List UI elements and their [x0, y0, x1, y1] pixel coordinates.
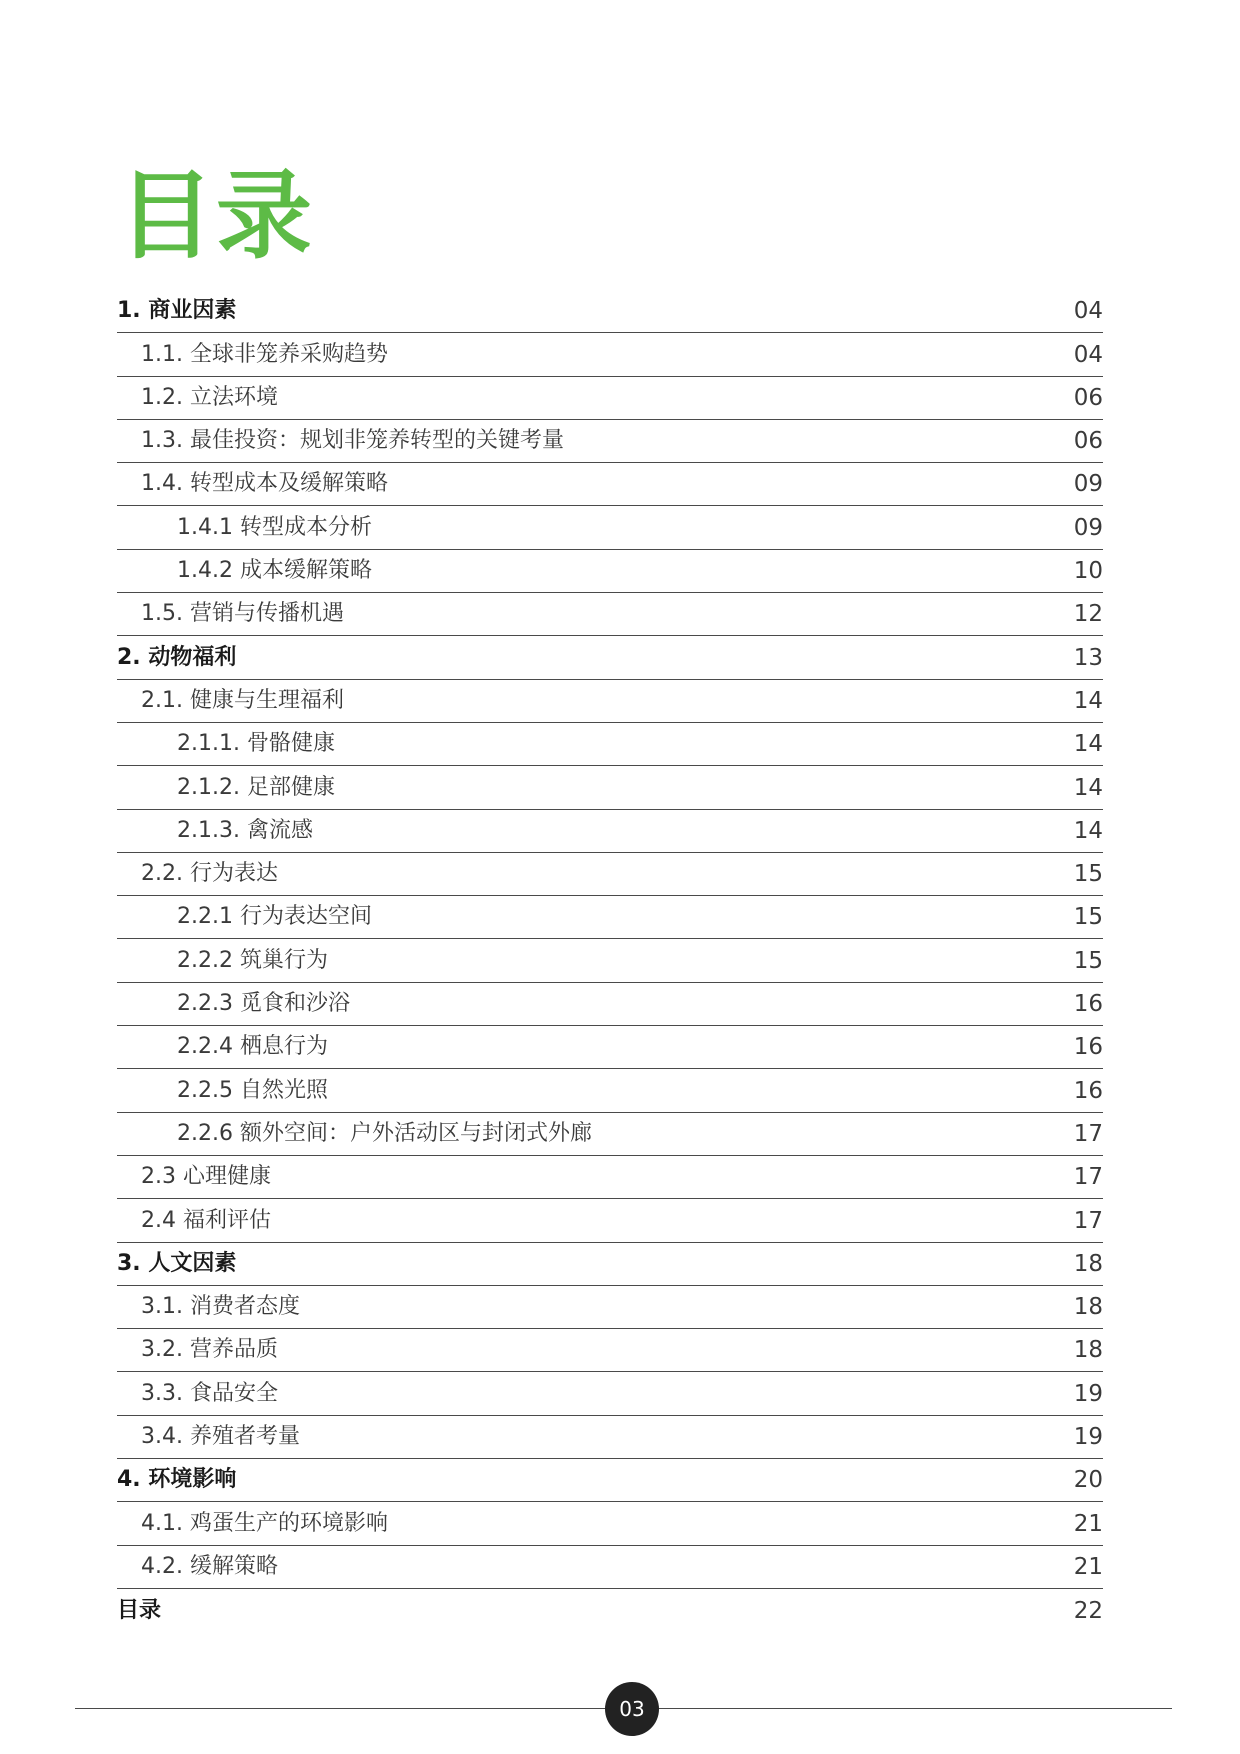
toc-entry-page: 14	[1073, 774, 1103, 801]
toc-entry-page: 06	[1073, 428, 1103, 455]
toc-entry[interactable]	[117, 1459, 1103, 1502]
toc-entry[interactable]	[117, 377, 1103, 420]
toc-entry[interactable]	[117, 550, 1103, 593]
toc-entry-label: 2.4 福利评估	[141, 1207, 271, 1233]
toc-entry-page: 14	[1073, 687, 1103, 714]
toc-entry-label: 1.2. 立法环境	[141, 384, 278, 410]
toc-entry-page: 17	[1073, 1207, 1103, 1234]
toc-entry-page: 21	[1073, 1553, 1103, 1580]
toc-entry-page: 21	[1073, 1510, 1103, 1537]
toc-entry-label: 2.2. 行为表达	[141, 861, 278, 887]
toc-entry[interactable]	[117, 1199, 1103, 1242]
toc-entry-page: 22	[1073, 1598, 1103, 1625]
toc-entry-label: 2.2.2 筑巢行为	[177, 947, 328, 973]
toc-entry-page: 06	[1073, 384, 1103, 411]
toc-entry-label: 2.2.4 栖息行为	[177, 1034, 328, 1060]
toc-entry[interactable]	[117, 939, 1103, 982]
toc-entry-label: 2.2.5 自然光照	[177, 1077, 328, 1103]
toc-entry-page: 16	[1073, 1077, 1103, 1104]
toc-entry-page: 15	[1073, 947, 1103, 974]
toc-entry-page: 09	[1073, 514, 1103, 541]
toc-entry-label: 2.2.6 额外空间：户外活动区与封闭式外廊	[177, 1120, 592, 1146]
toc-entry-label: 1.1. 全球非笼养采购趋势	[141, 341, 388, 367]
toc-entry-label: 2.1.2. 足部健康	[177, 774, 335, 800]
toc-entry-label: 目录	[117, 1598, 162, 1624]
toc-entry-label: 1.4.1 转型成本分析	[177, 514, 372, 540]
toc-entry[interactable]	[117, 1243, 1103, 1286]
toc-entry-page: 04	[1073, 341, 1103, 368]
toc-entry-label: 2. 动物福利	[117, 644, 237, 670]
toc-entry[interactable]	[117, 1589, 1103, 1632]
toc-entry[interactable]	[117, 1113, 1103, 1156]
toc-entry[interactable]	[117, 723, 1103, 766]
toc-entry[interactable]	[117, 506, 1103, 549]
toc-entry-label: 2.2.3 觅食和沙浴	[177, 991, 350, 1017]
toc-entry-page: 18	[1073, 1294, 1103, 1321]
toc-entry-page: 19	[1073, 1380, 1103, 1407]
toc-entry[interactable]	[117, 810, 1103, 853]
toc-entry[interactable]	[117, 680, 1103, 723]
toc-entry[interactable]	[117, 1546, 1103, 1589]
toc-entry-label: 2.1. 健康与生理福利	[141, 687, 344, 713]
toc-entry-page: 13	[1073, 644, 1103, 671]
toc-entry-label: 3. 人文因素	[117, 1250, 237, 1276]
toc-entry[interactable]	[117, 766, 1103, 809]
toc-entry[interactable]	[117, 853, 1103, 896]
page-number-badge: 03	[605, 1682, 659, 1736]
toc-entry-page: 16	[1073, 1034, 1103, 1061]
toc-entry[interactable]	[117, 593, 1103, 636]
toc-entry-page: 12	[1073, 601, 1103, 628]
toc-entry[interactable]	[117, 1502, 1103, 1545]
toc-entry-page: 15	[1073, 861, 1103, 888]
toc-entry-page: 20	[1073, 1467, 1103, 1494]
toc-entry[interactable]	[117, 1156, 1103, 1199]
toc-entry-label: 1.5. 营销与传播机遇	[141, 601, 344, 627]
toc-entry[interactable]	[117, 420, 1103, 463]
toc-entry-label: 1.4. 转型成本及缓解策略	[141, 471, 388, 497]
toc-entry-page: 14	[1073, 817, 1103, 844]
toc-entry-label: 1.4.2 成本缓解策略	[177, 558, 372, 584]
toc-entry[interactable]	[117, 463, 1103, 506]
toc-entry-label: 4.2. 缓解策略	[141, 1553, 278, 1579]
toc-entry-label: 2.1.1. 骨骼健康	[177, 731, 335, 757]
page-title: 目录	[118, 160, 314, 272]
toc-entry-label: 4. 环境影响	[117, 1467, 237, 1493]
toc-entry-page: 18	[1073, 1337, 1103, 1364]
toc-entry[interactable]	[117, 983, 1103, 1026]
toc-entry-page: 19	[1073, 1424, 1103, 1451]
toc-entry-label: 4.1. 鸡蛋生产的环境影响	[141, 1510, 388, 1536]
toc-entry[interactable]	[117, 1329, 1103, 1372]
toc-entry-label: 3.3. 食品安全	[141, 1380, 278, 1406]
toc-entry-page: 14	[1073, 731, 1103, 758]
toc-entry-page: 10	[1073, 558, 1103, 585]
toc-entry[interactable]	[117, 1372, 1103, 1415]
toc-entry[interactable]	[117, 1069, 1103, 1112]
toc-entry-label: 1. 商业因素	[117, 298, 237, 324]
toc-entry[interactable]	[117, 896, 1103, 939]
toc-entry[interactable]	[117, 1416, 1103, 1459]
toc-entry-page: 17	[1073, 1164, 1103, 1191]
toc-entry-page: 15	[1073, 904, 1103, 931]
toc-entry-page: 04	[1073, 298, 1103, 325]
toc-entry-label: 2.2.1 行为表达空间	[177, 904, 372, 930]
toc-entry-page: 16	[1073, 991, 1103, 1018]
toc-entry-label: 3.1. 消费者态度	[141, 1294, 300, 1320]
toc-entry-label: 3.4. 养殖者考量	[141, 1424, 300, 1450]
table-of-contents	[117, 290, 1103, 1632]
toc-entry-label: 2.3 心理健康	[141, 1164, 271, 1190]
toc-entry-page: 18	[1073, 1250, 1103, 1277]
toc-entry[interactable]	[117, 290, 1103, 333]
toc-entry[interactable]	[117, 1286, 1103, 1329]
toc-entry[interactable]	[117, 1026, 1103, 1069]
toc-entry-page: 17	[1073, 1120, 1103, 1147]
toc-entry-page: 09	[1073, 471, 1103, 498]
toc-entry[interactable]	[117, 333, 1103, 376]
toc-entry-label: 3.2. 营养品质	[141, 1337, 278, 1363]
toc-entry[interactable]	[117, 636, 1103, 679]
toc-entry-label: 1.3. 最佳投资：规划非笼养转型的关键考量	[141, 428, 564, 454]
toc-entry-label: 2.1.3. 禽流感	[177, 817, 313, 843]
